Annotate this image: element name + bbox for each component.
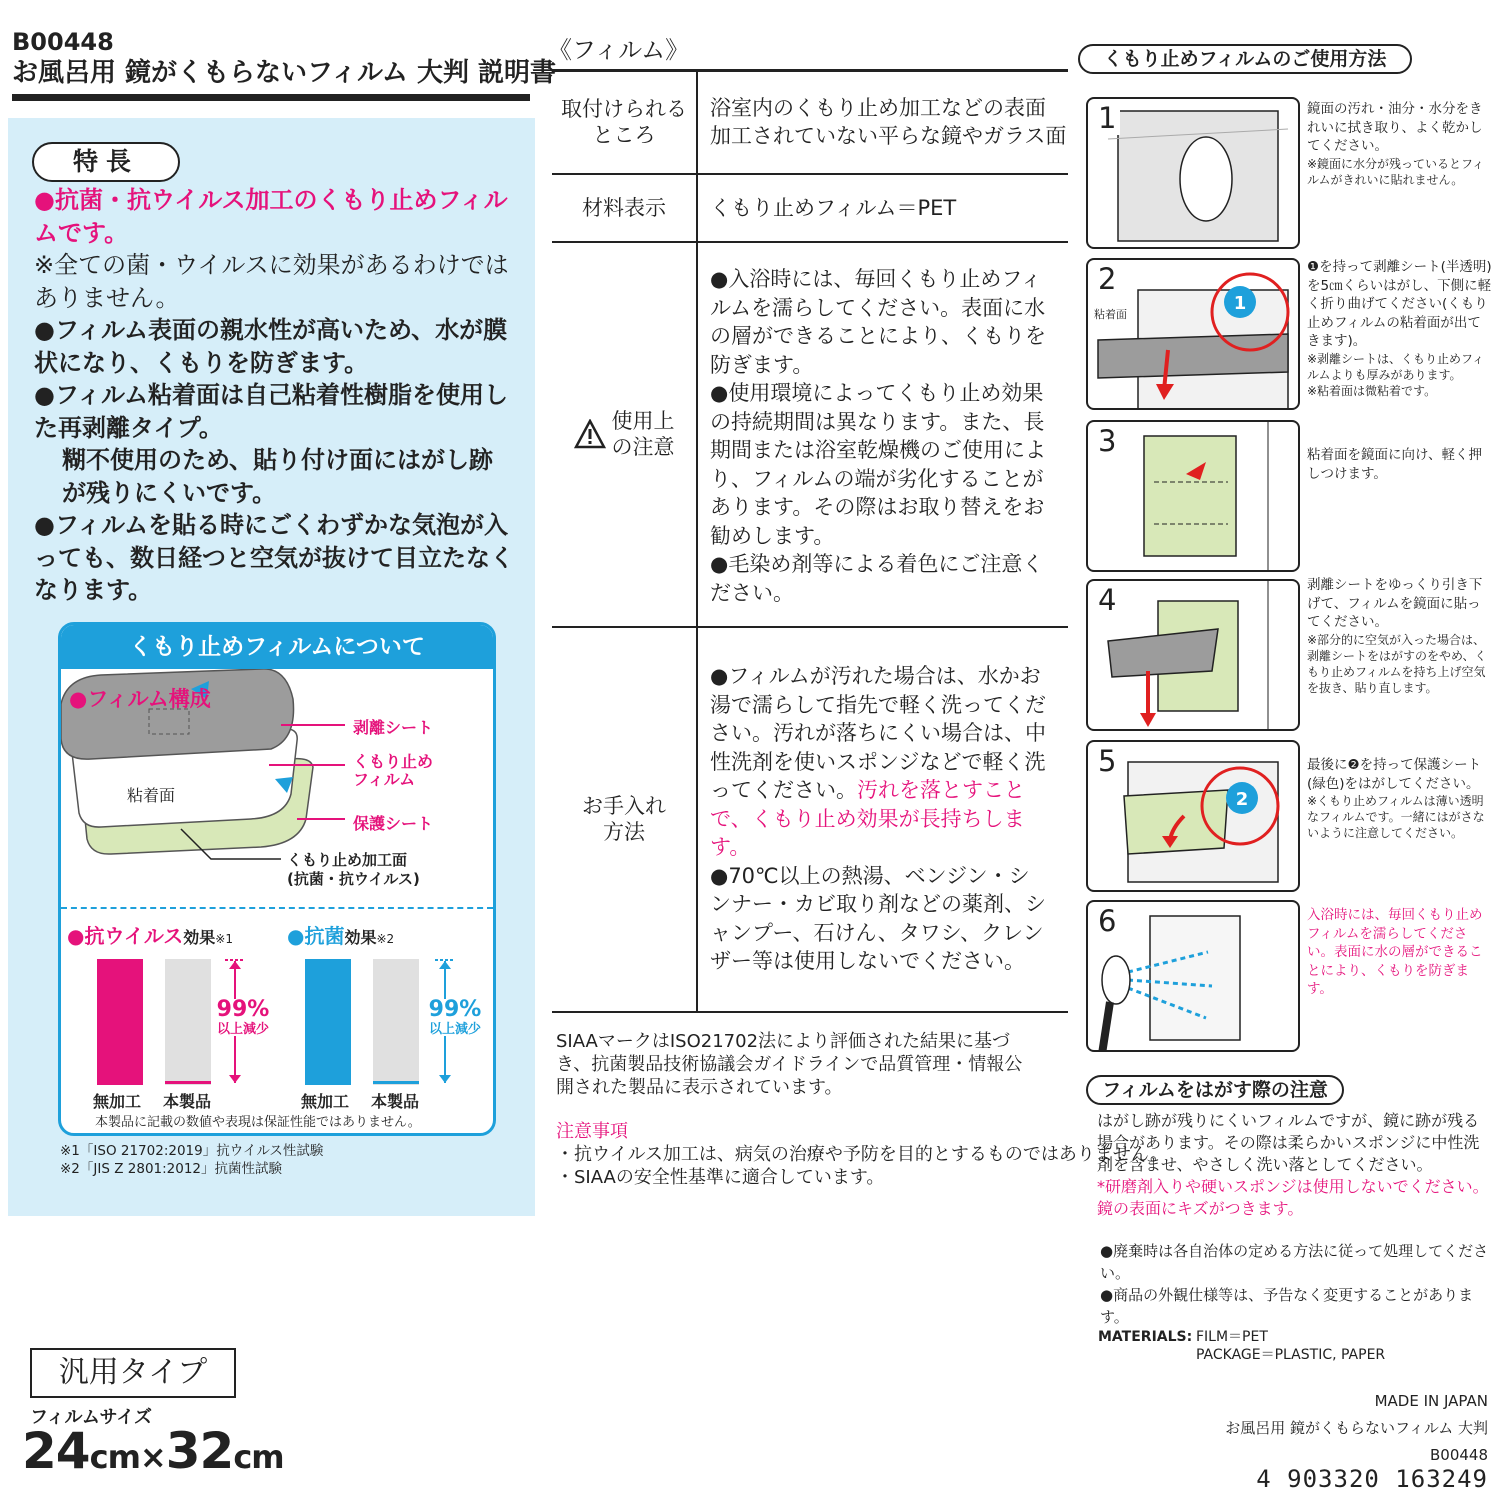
product-type-box: 汎用タイプ xyxy=(30,1348,236,1398)
step-note: ※剥離シートは、くもり止めフィルムよりも厚みがあります。 ※粘着面は微粘着です。 xyxy=(1307,351,1485,398)
peel-text: はがし跡が残りにくいフィルムですが、鏡に跡が残る場合があります。その際は柔らかいスポンジに中性洗剤を含ませ、やさしく洗い落としてください。 xyxy=(1097,1111,1480,1174)
shower-head-icon xyxy=(1102,956,1130,1004)
peel-notes xyxy=(1097,1110,1492,1220)
row-value xyxy=(697,242,1068,627)
bar-label-product: 本製品 xyxy=(371,1092,420,1111)
antibacterial-percent xyxy=(423,999,487,1036)
value-line: ●入浴時には、毎回くもり止めフィルムを濡らしてください。表面に水の層ができることにより、くもりを防ぎます。 xyxy=(710,267,1046,377)
materials-label: MATERIALS: xyxy=(1098,1329,1193,1345)
hand-icon xyxy=(1180,137,1232,221)
reduction-label: 以上減少 xyxy=(216,1022,269,1037)
title-rule xyxy=(12,94,530,101)
value-highlight: 汚れを落とすことで、くもり止め効果が長持ちします。 xyxy=(710,778,1025,860)
step-6-text: 入浴時には、毎回くもり止めフィルムを濡らしてください。表面に水の層ができることにより、くもりを防ぎます。 xyxy=(1307,907,1483,997)
table-row xyxy=(552,71,1068,174)
product-name: お風呂用 鏡がくもらないフィルム 大判 xyxy=(1225,1419,1488,1437)
maker-info xyxy=(1225,1388,1488,1469)
percent-value: 99% xyxy=(428,997,482,1022)
film-spec-table xyxy=(552,69,1068,1013)
footnotes xyxy=(60,1142,323,1178)
warning-icon xyxy=(574,419,606,449)
film-about-box xyxy=(58,622,496,1136)
warning-label xyxy=(574,408,675,460)
antivirus-product-bar xyxy=(165,959,211,1085)
feature-item: ●フィルム表面の親水性が高いため、水が膜状になり、くもりを防ぎます。 xyxy=(34,316,508,377)
table-row xyxy=(552,174,1068,242)
step-note: ※鏡面に水分が残っているとフィルムがきれいに貼れません。 xyxy=(1307,156,1485,187)
layer-label-protective: 保護シート xyxy=(353,814,434,833)
layer-label-release: 剥離シート xyxy=(353,718,434,737)
disposal-notes xyxy=(1100,1240,1490,1328)
step-instruction: 鏡面の汚れ・油分・水分をきれいに拭き取り、よく乾かしてください。 xyxy=(1307,101,1483,154)
origin: MADE IN JAPAN xyxy=(1374,1392,1488,1410)
table-row xyxy=(552,627,1068,1012)
step-2-illustration xyxy=(1086,258,1300,410)
bar-label-untreated: 無加工 xyxy=(301,1092,350,1111)
size-times: × xyxy=(139,1438,166,1476)
step-1-illustration xyxy=(1086,97,1300,249)
siaa-note: SIAAマークはISO21702法により評価された結果に基づき、抗菌製品技術協議会ガイドラインで品質管理・情報公開された製品に表示されています。 xyxy=(556,1031,1023,1098)
size-unit: cm xyxy=(233,1438,284,1476)
value-line: ●毛染め剤等による着色にご注意ください。 xyxy=(710,552,1044,605)
disposal-item: ●廃棄時は各自治体の定める方法に従って処理してください。 xyxy=(1100,1242,1489,1282)
layer-label-film: くもり止め フィルム xyxy=(353,752,434,789)
step-4-illustration xyxy=(1086,579,1300,731)
step-4-text xyxy=(1307,576,1493,696)
step-3-illustration xyxy=(1086,420,1300,572)
value-line: ●70℃以上の熱湯、ベンジン・シンナー・カビ取り剤などの薬剤、シャンプー、石けん、タワシ、クレンザー等は使用しないでください。 xyxy=(710,863,1046,974)
feature-note: ※全ての菌・ウイルスに効果があるわけではありません。 xyxy=(34,251,509,312)
materials xyxy=(1098,1328,1385,1364)
step-3-text xyxy=(1307,446,1493,483)
materials-line: FILM＝PET xyxy=(1196,1329,1268,1345)
step-instruction: ❶を持って剥離シート(半透明)を5㎝くらいはがし、下側に軽く折り曲げてください(くもり止めフィルムの粘着面が出てきます)。 xyxy=(1307,259,1492,349)
antivirus-percent xyxy=(213,999,273,1036)
antivirus-untreated-bar xyxy=(97,959,143,1085)
step-2-text xyxy=(1307,258,1493,399)
step-number: 1 xyxy=(1094,101,1120,135)
svg-text:1: 1 xyxy=(1233,293,1247,314)
footnote-1: ※1「ISO 21702:2019」抗ウイルス性試験 xyxy=(60,1143,324,1159)
row-value xyxy=(697,174,1068,242)
coating-label: くもり止め加工面 (抗菌・抗ウイルス) xyxy=(287,851,420,888)
bar-label-untreated: 無加工 xyxy=(93,1092,142,1111)
usage-title: くもり止めフィルムのご使用方法 xyxy=(1078,44,1412,74)
antibacterial-untreated-bar xyxy=(305,959,351,1085)
adhesive-face-label: 粘着面 xyxy=(1094,308,1127,321)
film-width: 24 xyxy=(22,1422,90,1480)
feature-item: ●フィルムを貼る時にごくわずかな気泡が入っても、数日経つと空気が抜けて目立たなくなります。 xyxy=(34,511,514,604)
step-number: 6 xyxy=(1094,904,1120,938)
step-6-illustration xyxy=(1086,900,1300,1052)
reduction-label: 以上減少 xyxy=(428,1022,481,1037)
feature-item: ●フィルム粘着面は自己粘着性樹脂を使用した再剥離タイプ。 xyxy=(34,381,509,442)
value-line: 浴室内のくもり止め加工などの表面 xyxy=(710,96,1046,121)
caution-notes xyxy=(556,1120,1168,1189)
footnote-ref: ※1 xyxy=(215,932,233,946)
step-number: 2 xyxy=(1094,262,1120,296)
step-number: 3 xyxy=(1094,424,1120,458)
bar-label-product: 本製品 xyxy=(163,1092,212,1111)
peel-title: フィルムをはがす際の注意 xyxy=(1086,1075,1344,1105)
step-5-illustration xyxy=(1086,740,1300,892)
film-height: 32 xyxy=(165,1422,234,1480)
step-1-text xyxy=(1307,100,1493,188)
barcode-number: 4 903320 163249 xyxy=(1256,1465,1488,1493)
row-key: 取付けられる ところ xyxy=(552,71,697,174)
feature-item: 糊不使用のため、貼り付け面にはがし跡が残りにくいです。 xyxy=(62,446,494,507)
value-line: ●使用環境によってくもり止め効果の持続期間は異なります。また、長期間または浴室乾燥機のご使用により、フィルムの端が劣化することがあります。その際はお取り替えをお勧めします。 xyxy=(710,381,1046,548)
caution-item: ・SIAAの安全性基準に適合しています。 xyxy=(556,1167,885,1188)
step-5-text xyxy=(1307,756,1493,841)
percent-value: 99% xyxy=(216,997,270,1022)
value-text: ●フィルムが汚れた場合は、水かお湯で濡らして指先で軽く洗ってください。汚れが落ちにくい場合は、中性洗剤を使いスポンジなどで軽く洗ってください。 xyxy=(710,664,1046,803)
footnote-2: ※2「JIS Z 2801:2012」抗菌性試験 xyxy=(60,1161,283,1177)
row-value xyxy=(697,71,1068,174)
caution-heading: 注意事項 xyxy=(556,1121,628,1142)
section-divider xyxy=(61,907,493,909)
film-size xyxy=(22,1422,284,1480)
film-table-heading: 《フィルム》 xyxy=(548,36,690,64)
antibacterial-label: ●抗菌 xyxy=(287,924,345,948)
row-key xyxy=(552,242,697,627)
materials-line: PACKAGE＝PLASTIC, PAPER xyxy=(1196,1347,1386,1363)
features-heading: 特長 xyxy=(32,142,180,182)
antivirus-effect-label xyxy=(67,920,233,949)
product-code: B00448 xyxy=(12,28,114,56)
feature-item: ●抗菌・抗ウイルス加工のくもり止めフィルムです。 xyxy=(34,186,508,247)
size-unit: cm xyxy=(89,1438,140,1476)
effect-word: 効果 xyxy=(183,928,216,947)
row-value xyxy=(697,627,1068,1012)
step-note: ※部分的に空気が入った場合は、剥離シートをはがすのをやめ、くもり止めフィルムを持ち上げ空気を抜き、貼り直します。 xyxy=(1307,632,1487,695)
row-key: お手入れ 方法 xyxy=(552,627,697,1012)
antibacterial-product-level xyxy=(373,1081,419,1084)
film-size-label: フィルムサイズ xyxy=(30,1407,153,1428)
caution-item: ・抗ウイルス加工は、病気の治療や予防を目的とするものではありません。 xyxy=(556,1144,1168,1165)
step-note: ※くもり止めフィルムは薄い透明なフィルムです。一緒にはがさないように注意してください。 xyxy=(1307,794,1485,840)
document-title: お風呂用 鏡がくもらないフィルム 大判 説明書 xyxy=(12,58,557,88)
antivirus-label: ●抗ウイルス xyxy=(67,924,184,948)
table-row xyxy=(552,242,1068,627)
film-about-title: くもり止めフィルムについて xyxy=(61,625,493,669)
step-instruction: 剥離シートをゆっくり引き下げて、フィルムを鏡面に貼ってください。 xyxy=(1307,577,1483,630)
features-panel xyxy=(8,118,535,1216)
adhesive-label: 粘着面 xyxy=(127,786,176,805)
disclaimer: 本製品に記載の数値や表現は保証性能ではありません。 xyxy=(95,1115,421,1130)
structure-title: ●フィルム構成 xyxy=(69,687,211,711)
peel-warning: *研磨剤入りや硬いスポンジは使用しないでください。鏡の表面にキズがつきます。 xyxy=(1097,1177,1489,1218)
product-code-footer: B00448 xyxy=(1429,1446,1488,1464)
value-line xyxy=(710,662,1048,862)
step-number: 5 xyxy=(1094,744,1120,778)
step-number: 4 xyxy=(1094,583,1120,617)
document-header xyxy=(12,28,557,101)
antibacterial-effect-label xyxy=(287,920,394,949)
antibacterial-product-bar xyxy=(373,959,419,1085)
svg-text:2: 2 xyxy=(1235,789,1249,810)
row-key-text: 使用上 の注意 xyxy=(611,409,675,459)
antivirus-product-level xyxy=(165,1081,211,1084)
footnote-ref: ※2 xyxy=(376,932,395,946)
step-instruction: 最後に❷を持って保護シート(緑色)をはがしてください。 xyxy=(1307,757,1482,792)
features-list xyxy=(34,184,514,607)
step-instruction: 粘着面を鏡面に向け、軽く押しつけます。 xyxy=(1307,447,1482,482)
disposal-item: ●商品の外観仕様等は、予告なく変更することがあります。 xyxy=(1100,1286,1474,1326)
value-line: 加工されていない平らな鏡やガラス面 xyxy=(710,124,1067,149)
effect-word: 効果 xyxy=(344,928,377,947)
row-key: 材料表示 xyxy=(552,174,697,242)
value-line: くもり止めフィルム＝PET xyxy=(710,195,957,220)
